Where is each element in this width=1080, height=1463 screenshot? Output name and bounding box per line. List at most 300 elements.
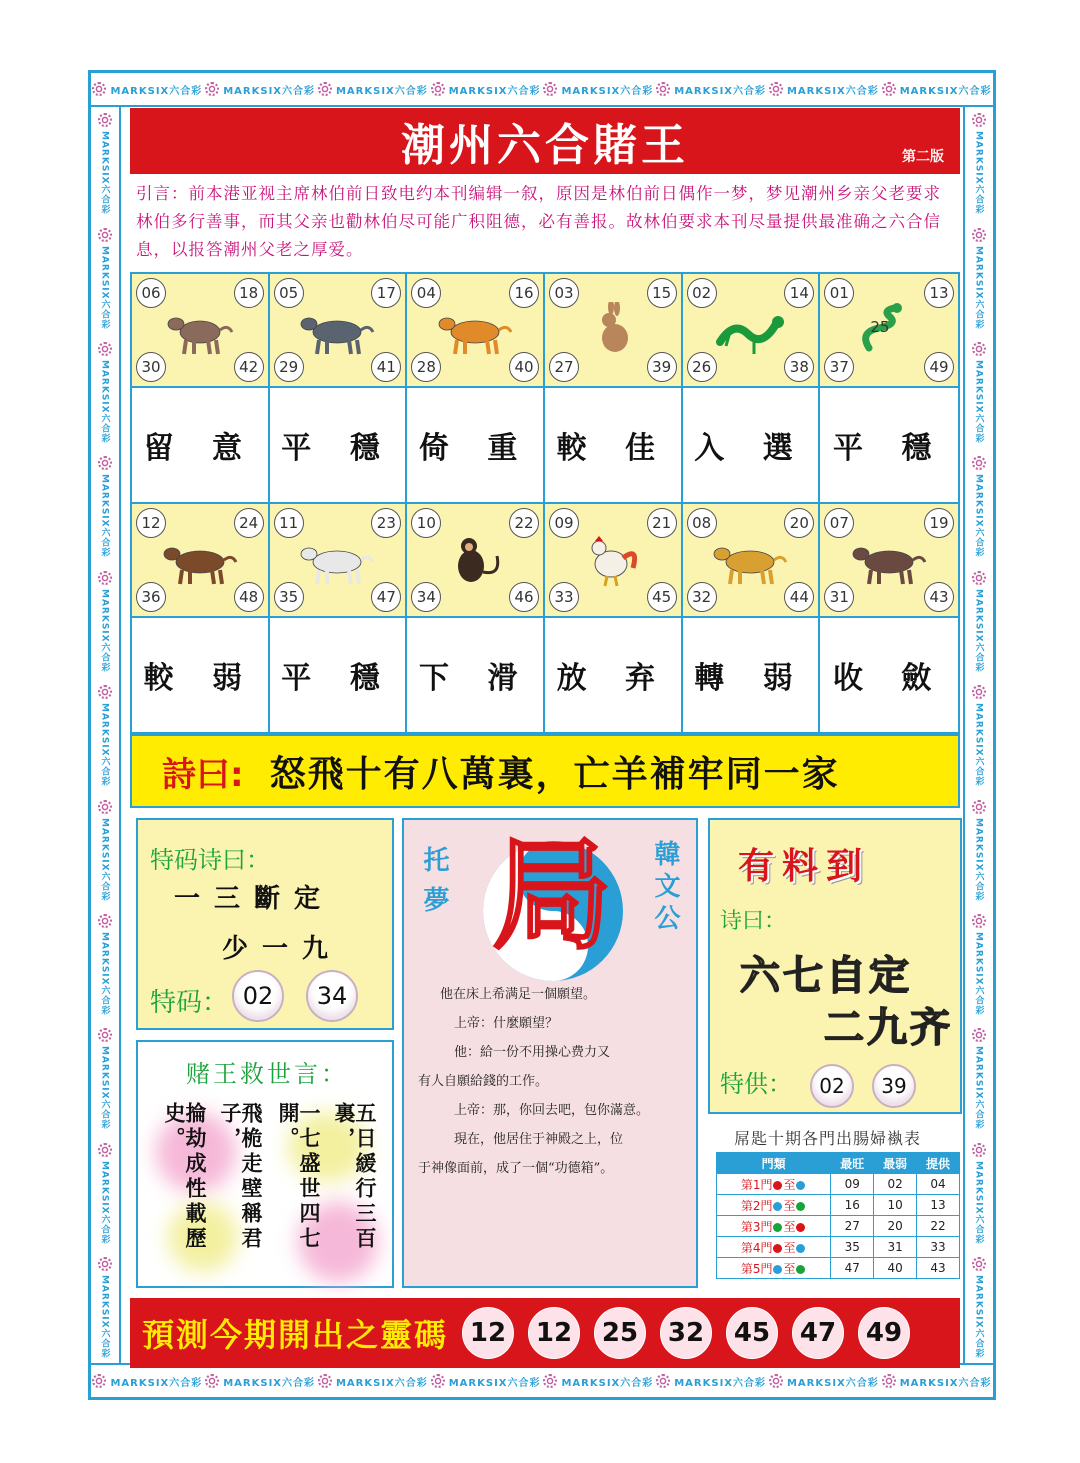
zodiac-cell-rooster xyxy=(545,504,683,616)
flower-icon xyxy=(98,914,112,928)
zodiac-number: 43 xyxy=(924,582,954,612)
zodiac-number: 46 xyxy=(509,582,539,612)
ball-dot-icon xyxy=(796,1181,805,1190)
brand-mark xyxy=(98,685,112,787)
emblem-character: 局 xyxy=(492,825,612,966)
forecast-cell xyxy=(407,618,545,732)
forecast-word: 入 選 xyxy=(694,431,807,466)
brand-mark xyxy=(972,571,986,673)
stat-hot-cell: 35 xyxy=(831,1237,874,1258)
column-header: 最弱 xyxy=(874,1153,917,1174)
door-cell xyxy=(717,1258,831,1279)
brand-mark xyxy=(98,800,112,902)
brand-mark xyxy=(98,342,112,444)
supply-code-ball: 02 xyxy=(810,1064,854,1108)
forecast-word: 平 穩 xyxy=(281,431,394,466)
forecast-cell xyxy=(270,388,408,502)
brand-text: MARKSIX六合彩 xyxy=(99,1046,110,1130)
brand-mark xyxy=(972,800,986,902)
brand-text: MARKSIX六合彩 xyxy=(99,817,110,902)
poem-bar xyxy=(130,734,960,808)
door-cell xyxy=(717,1237,831,1258)
brand-text: MARKSIX六合彩 xyxy=(973,931,984,1016)
brand-text: MARKSIX六合彩 xyxy=(674,1377,767,1389)
to-label: 至 xyxy=(783,1219,796,1234)
pig-icon xyxy=(849,532,929,588)
brand-mark xyxy=(318,1374,428,1389)
page-title: 潮州六合賭王 xyxy=(401,120,689,171)
zodiac-row-1 xyxy=(130,272,960,388)
to-label: 至 xyxy=(783,1261,796,1276)
flower-icon xyxy=(92,82,106,96)
flower-icon xyxy=(98,800,112,814)
forecast-cell xyxy=(820,388,958,502)
ball-dot-icon xyxy=(773,1202,782,1211)
brand-text: MARKSIX六合彩 xyxy=(448,85,541,97)
flower-icon xyxy=(98,1143,112,1157)
brand-text: MARKSIX六合彩 xyxy=(973,703,984,787)
ball-dot-icon xyxy=(773,1244,782,1253)
brand-text: MARKSIX六合彩 xyxy=(223,85,316,97)
brand-text: MARKSIX六合彩 xyxy=(223,1377,316,1389)
ox-icon xyxy=(297,302,377,358)
zodiac-number: 26 xyxy=(687,352,717,382)
flower-icon xyxy=(98,342,112,356)
saying-column: 飛桅走壁稱君子， xyxy=(218,1102,264,1252)
brand-mark xyxy=(882,1374,992,1389)
zodiac-number: 08 xyxy=(687,508,717,538)
door-label: 第5門 xyxy=(740,1261,773,1276)
stat-hot-cell: 09 xyxy=(831,1174,874,1195)
horse-icon xyxy=(160,532,240,588)
brand-text: MARKSIX六合彩 xyxy=(99,931,110,1016)
brand-mark xyxy=(205,82,315,97)
forecast-word: 放 弃 xyxy=(556,661,670,696)
prediction-ball: 32 xyxy=(660,1307,712,1359)
stat-offer-cell: 13 xyxy=(917,1195,960,1216)
door-cell xyxy=(717,1174,831,1195)
brand-mark xyxy=(882,82,992,97)
intro-text: 引言：前本港亚视主席林伯前日致电约本刊编辑一叙，原因是林伯前日偶作一梦，梦见潮州乡亲父老要求林伯多行善事，而其父亲也勸林伯尽可能广积阻德，必有善报。故林伯要求本刊尽量提供最准确之六合信息，以报答潮州父老之厚爱。 xyxy=(136,184,941,259)
prediction-ball: 45 xyxy=(726,1307,778,1359)
table-row xyxy=(717,1237,960,1258)
prediction-ball: 12 xyxy=(528,1307,580,1359)
prediction-bar xyxy=(130,1298,960,1368)
prediction-ball: 49 xyxy=(858,1307,910,1359)
zodiac-number: 10 xyxy=(411,508,441,538)
flower-icon xyxy=(972,571,986,585)
brand-text: MARKSIX六合彩 xyxy=(110,85,203,97)
zodiac-cell-dragon xyxy=(683,274,821,386)
flower-icon xyxy=(92,1374,106,1388)
brand-text: MARKSIX六合彩 xyxy=(99,703,110,787)
zodiac-cell-rat xyxy=(132,274,270,386)
story-line: 有人自願給錢的工作。 xyxy=(418,1074,549,1089)
ball-dot-icon xyxy=(773,1223,782,1232)
forecast-word: 收 斂 xyxy=(832,661,946,696)
zodiac-number: 24 xyxy=(234,508,264,538)
zodiac-number: 22 xyxy=(509,508,539,538)
forecast-word: 平 穩 xyxy=(832,431,946,466)
stat-offer-cell: 04 xyxy=(917,1174,960,1195)
zodiac-number: 31 xyxy=(824,582,854,612)
zodiac-cell-rabbit xyxy=(545,274,683,386)
zodiac-number: 39 xyxy=(647,352,677,382)
brand-text: MARKSIX六合彩 xyxy=(973,1160,984,1245)
brand-mark xyxy=(98,1257,112,1359)
zodiac-number: 21 xyxy=(647,508,677,538)
goat-icon xyxy=(297,532,377,588)
to-label: 至 xyxy=(783,1198,796,1213)
stat-offer-cell: 43 xyxy=(917,1258,960,1279)
flower-icon xyxy=(318,1374,332,1388)
flower-icon xyxy=(98,113,112,127)
flower-icon xyxy=(543,1374,557,1388)
brand-mark xyxy=(972,1028,986,1130)
brand-text: MARKSIX六合彩 xyxy=(99,131,110,215)
door-cell xyxy=(717,1195,831,1216)
door-label: 第2門 xyxy=(740,1198,773,1213)
supply-line-1: 六七自定 xyxy=(740,953,912,999)
dragon-icon xyxy=(710,302,790,358)
zodiac-number: 33 xyxy=(549,582,579,612)
brand-mark xyxy=(972,228,986,330)
brand-mark xyxy=(972,914,986,1016)
saying-column: 五日緩行三百裏， xyxy=(332,1102,378,1252)
flower-icon xyxy=(98,456,112,470)
zodiac-number: 41 xyxy=(371,352,401,382)
forecast-word: 倚 重 xyxy=(418,431,532,466)
table-row xyxy=(717,1195,960,1216)
stat-offer-cell: 33 xyxy=(917,1237,960,1258)
flower-icon xyxy=(882,1374,896,1388)
brand-text: MARKSIX六合彩 xyxy=(973,245,984,330)
flower-icon xyxy=(98,1028,112,1042)
zodiac-number: 04 xyxy=(411,278,441,308)
zodiac-cell-ox xyxy=(270,274,408,386)
ball-dot-icon xyxy=(796,1223,805,1232)
stat-hot-cell: 16 xyxy=(831,1195,874,1216)
brand-strip-top xyxy=(91,73,993,107)
brand-text: MARKSIX六合彩 xyxy=(99,360,110,444)
zodiac-number: 28 xyxy=(411,352,441,382)
zodiac-number: 11 xyxy=(274,508,304,538)
supply-code-ball: 39 xyxy=(872,1064,916,1108)
brand-mark xyxy=(98,456,112,558)
flower-icon xyxy=(972,914,986,928)
flower-icon xyxy=(431,1374,445,1388)
flower-icon xyxy=(972,456,986,470)
forecast-cell xyxy=(820,618,958,732)
flower-icon xyxy=(98,685,112,699)
table-row xyxy=(717,1174,960,1195)
brand-mark xyxy=(98,1028,112,1130)
story-text xyxy=(418,980,686,1183)
flower-icon xyxy=(318,82,332,96)
brand-strip-right xyxy=(963,107,993,1365)
flower-icon xyxy=(972,1028,986,1042)
brand-mark xyxy=(318,82,428,97)
zodiac-number: 16 xyxy=(509,278,539,308)
forecast-cell xyxy=(407,388,545,502)
brand-text: MARKSIX六合彩 xyxy=(973,1046,984,1130)
supply-code-label: 特供： xyxy=(720,1070,792,1098)
monkey-icon xyxy=(435,532,515,588)
forecast-word: 留 意 xyxy=(143,431,257,466)
stat-cold-cell: 20 xyxy=(874,1216,917,1237)
prediction-ball: 25 xyxy=(594,1307,646,1359)
zodiac-number: 12 xyxy=(136,508,166,538)
door-label: 第3門 xyxy=(740,1219,773,1234)
story-line: 上帝：什麼願望？ xyxy=(454,1016,559,1031)
zodiac-cell-tiger xyxy=(407,274,545,386)
zodiac-number: 20 xyxy=(784,508,814,538)
saying-box xyxy=(136,1040,394,1288)
brand-mark xyxy=(98,113,112,215)
story-panel xyxy=(402,818,698,1288)
forecast-cell xyxy=(132,618,270,732)
brand-text: MARKSIX六合彩 xyxy=(561,85,654,97)
story-side-label-left: 托夢 xyxy=(419,846,449,926)
zodiac-number: 45 xyxy=(647,582,677,612)
brand-text: MARKSIX六合彩 xyxy=(99,1274,110,1359)
brand-mark xyxy=(92,82,202,97)
brand-mark xyxy=(769,1374,879,1389)
supply-line-2: 二九齐 xyxy=(824,1005,953,1051)
zodiac-row-2 xyxy=(130,502,960,618)
zodiac-number: 09 xyxy=(549,508,579,538)
ball-dot-icon xyxy=(773,1265,782,1274)
ball-dot-icon xyxy=(796,1244,805,1253)
brand-mark xyxy=(972,1143,986,1245)
flower-icon xyxy=(972,1257,986,1271)
rat-icon xyxy=(160,302,240,358)
forecast-word: 較 佳 xyxy=(556,431,670,466)
table-row xyxy=(717,1216,960,1237)
zodiac-number: 36 xyxy=(136,582,166,612)
forecast-word: 下 滑 xyxy=(418,661,532,696)
zodiac-number: 19 xyxy=(924,508,954,538)
stat-offer-cell: 22 xyxy=(917,1216,960,1237)
story-line: 現在，他居住于神殿之上，位 xyxy=(454,1132,624,1147)
flower-icon xyxy=(769,1374,783,1388)
zodiac-cell-horse xyxy=(132,504,270,616)
stat-cold-cell: 40 xyxy=(874,1258,917,1279)
brand-mark xyxy=(431,1374,541,1389)
flower-icon xyxy=(98,228,112,242)
zodiac-number: 48 xyxy=(234,582,264,612)
brand-mark xyxy=(972,685,986,787)
column-header: 提供 xyxy=(917,1153,960,1174)
to-label: 至 xyxy=(783,1240,796,1255)
door-label: 第4門 xyxy=(740,1240,773,1255)
rabbit-icon xyxy=(573,302,653,358)
brand-text: MARKSIX六合彩 xyxy=(99,245,110,330)
zodiac-number: 01 xyxy=(824,278,854,308)
ball-dot-icon xyxy=(773,1181,782,1190)
poem-text: 怒飛十有八萬裏，亡羊補牢同一家 xyxy=(269,753,840,795)
brand-text: MARKSIX六合彩 xyxy=(786,1377,879,1389)
dog-icon xyxy=(710,532,790,588)
flower-icon xyxy=(205,1374,219,1388)
brand-mark xyxy=(543,1374,653,1389)
zodiac-number: 42 xyxy=(234,352,264,382)
table-header-row xyxy=(717,1153,960,1174)
brand-text: MARKSIX六合彩 xyxy=(899,1377,992,1389)
brand-mark xyxy=(972,1257,986,1359)
story-line: 于神像面前，成了一個“功德箱”。 xyxy=(418,1161,614,1176)
supply-poem-label: 诗曰： xyxy=(720,909,787,934)
zodiac-number: 49 xyxy=(924,352,954,382)
zodiac-number: 03 xyxy=(549,278,579,308)
forecast-cell xyxy=(545,388,683,502)
story-line: 上帝：那，你回去吧，包你滿意。 xyxy=(454,1103,650,1118)
zodiac-number: 34 xyxy=(411,582,441,612)
zodiac-number: 30 xyxy=(136,352,166,382)
brand-text: MARKSIX六合彩 xyxy=(99,588,110,673)
brand-mark xyxy=(205,1374,315,1389)
supply-banner: 有料到 xyxy=(738,846,871,887)
zodiac-number: 23 xyxy=(371,508,401,538)
door-cell xyxy=(717,1216,831,1237)
brand-mark xyxy=(769,82,879,97)
brand-mark xyxy=(98,1143,112,1245)
brand-text: MARKSIX六合彩 xyxy=(99,474,110,559)
zodiac-number: 06 xyxy=(136,278,166,308)
brand-text: MARKSIX六合彩 xyxy=(110,1377,203,1389)
brand-text: MARKSIX六合彩 xyxy=(335,1377,428,1389)
brand-text: MARKSIX六合彩 xyxy=(335,85,428,97)
flower-icon xyxy=(769,82,783,96)
story-line: 他在床上希满足一個願望。 xyxy=(440,987,597,1002)
prediction-label: 預測今期開出之靈碼 xyxy=(142,1316,449,1354)
flower-icon xyxy=(543,82,557,96)
saying-title: 赌王救世言： xyxy=(186,1060,348,1088)
prediction-ball: 47 xyxy=(792,1307,844,1359)
brand-text: MARKSIX六合彩 xyxy=(973,817,984,902)
rooster-icon xyxy=(573,532,653,588)
edition-label: 第二版 xyxy=(902,149,944,165)
forecast-cell xyxy=(683,618,821,732)
flower-icon xyxy=(972,685,986,699)
column-header: 最旺 xyxy=(831,1153,874,1174)
zodiac-cell-snake xyxy=(820,274,958,386)
brand-text: MARKSIX六合彩 xyxy=(973,360,984,444)
flower-icon xyxy=(205,82,219,96)
title-bar xyxy=(130,108,960,174)
special-code-box xyxy=(136,818,394,1030)
flower-icon xyxy=(972,1143,986,1157)
brand-text: MARKSIX六合彩 xyxy=(899,85,992,97)
stat-hot-cell: 47 xyxy=(831,1258,874,1279)
brand-text: MARKSIX六合彩 xyxy=(786,85,879,97)
story-side-label-right: 韓文公 xyxy=(650,840,680,936)
brand-mark xyxy=(98,228,112,330)
zodiac-number: 17 xyxy=(371,278,401,308)
zodiac-number: 37 xyxy=(824,352,854,382)
stat-cold-cell: 02 xyxy=(874,1174,917,1195)
zodiac-cell-dog xyxy=(683,504,821,616)
brand-mark xyxy=(656,1374,766,1389)
zodiac-number: 44 xyxy=(784,582,814,612)
table-row xyxy=(717,1258,960,1279)
forecast-word: 較 弱 xyxy=(143,661,257,696)
brand-text: MARKSIX六合彩 xyxy=(674,85,767,97)
zodiac-number: 29 xyxy=(274,352,304,382)
zodiac-number: 18 xyxy=(234,278,264,308)
brand-mark xyxy=(972,456,986,558)
zodiac-extra-number: 25 xyxy=(870,318,890,336)
brand-mark xyxy=(98,914,112,1016)
to-label: 至 xyxy=(783,1177,796,1192)
supply-box xyxy=(708,818,962,1114)
zodiac-number: 32 xyxy=(687,582,717,612)
brand-text: MARKSIX六合彩 xyxy=(973,588,984,673)
door-label: 第1門 xyxy=(740,1177,773,1192)
ball-dot-icon xyxy=(796,1265,805,1274)
zodiac-number: 15 xyxy=(647,278,677,308)
zodiac-number: 14 xyxy=(784,278,814,308)
stats-table xyxy=(716,1152,960,1279)
flower-icon xyxy=(656,1374,670,1388)
poem-label: 詩曰: xyxy=(162,754,244,795)
zodiac-number: 13 xyxy=(924,278,954,308)
flower-icon xyxy=(972,113,986,127)
special-code-ball: 34 xyxy=(306,970,358,1022)
ball-dot-icon xyxy=(796,1202,805,1211)
flower-icon xyxy=(882,82,896,96)
flower-icon xyxy=(972,342,986,356)
zodiac-number: 35 xyxy=(274,582,304,612)
brand-text: MARKSIX六合彩 xyxy=(973,1274,984,1359)
zodiac-cell-monkey xyxy=(407,504,545,616)
zodiac-number: 47 xyxy=(371,582,401,612)
zodiac-number: 40 xyxy=(509,352,539,382)
flower-icon xyxy=(656,82,670,96)
zodiac-number: 02 xyxy=(687,278,717,308)
saying-column: 掄劫成性載歷史。 xyxy=(162,1102,208,1252)
brand-mark xyxy=(972,342,986,444)
flower-icon xyxy=(98,571,112,585)
brand-mark xyxy=(543,82,653,97)
brand-text: MARKSIX六合彩 xyxy=(448,1377,541,1389)
zodiac-number: 05 xyxy=(274,278,304,308)
special-code-ball: 02 xyxy=(232,970,284,1022)
forecast-cell xyxy=(545,618,683,732)
zodiac-number: 07 xyxy=(824,508,854,538)
stat-hot-cell: 27 xyxy=(831,1216,874,1237)
zodiac-cell-goat xyxy=(270,504,408,616)
brand-text: MARKSIX六合彩 xyxy=(99,1160,110,1245)
flower-icon xyxy=(98,1257,112,1271)
stat-cold-cell: 31 xyxy=(874,1237,917,1258)
column-header: 門類 xyxy=(717,1153,831,1174)
brand-strip-left xyxy=(91,107,121,1365)
zodiac-number: 27 xyxy=(549,352,579,382)
brand-mark xyxy=(98,571,112,673)
prediction-ball: 12 xyxy=(462,1307,514,1359)
brand-text: MARKSIX六合彩 xyxy=(561,1377,654,1389)
stats-title: 屌匙十期各門出腸婦褹表 xyxy=(734,1129,922,1148)
forecast-cell xyxy=(270,618,408,732)
forecast-cell xyxy=(132,388,270,502)
saying-column: 一七盛世四七開。 xyxy=(276,1102,322,1252)
forecast-word: 平 穩 xyxy=(281,661,394,696)
special-poem-line-1: 一三斷定 xyxy=(174,884,335,914)
special-poem-label: 特码诗曰： xyxy=(150,846,270,874)
special-code-label: 特码： xyxy=(150,988,229,1018)
forecast-row-1 xyxy=(130,386,960,504)
